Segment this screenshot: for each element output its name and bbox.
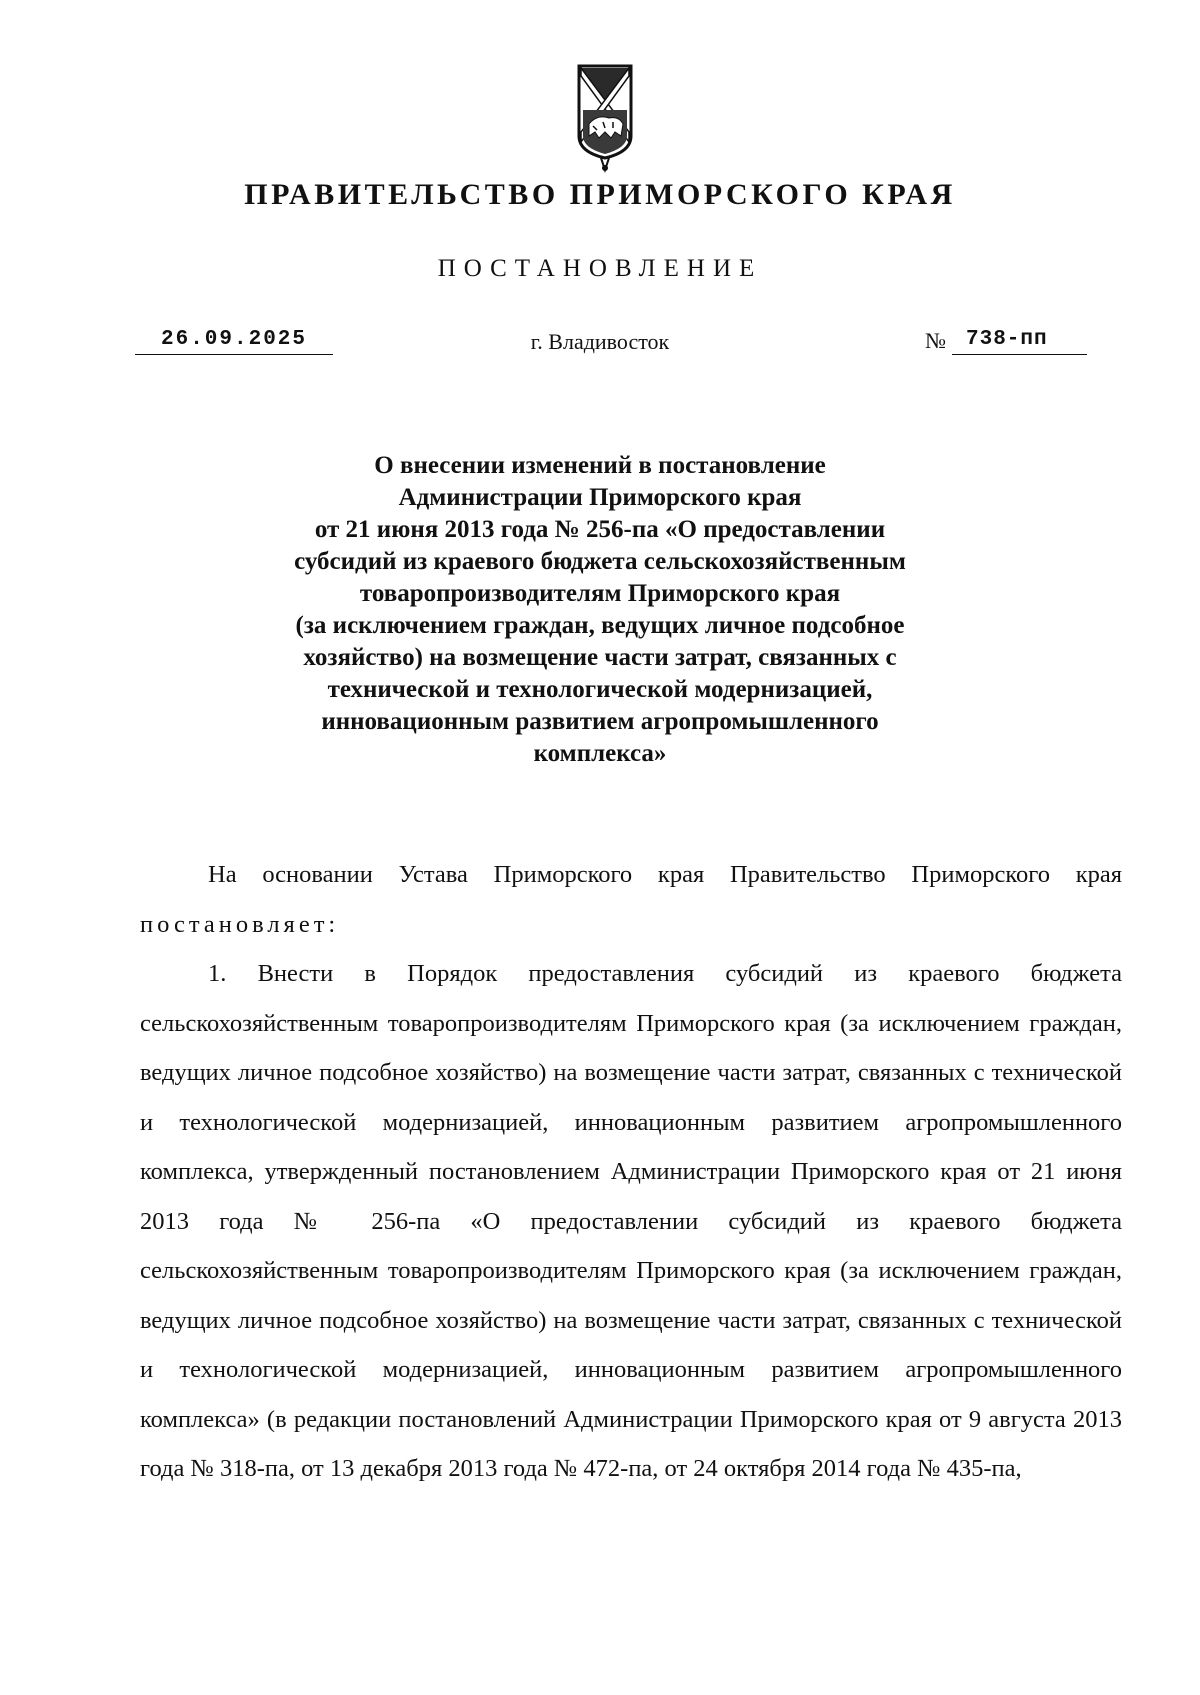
heading-line: (за исключением граждан, ведущих личное подсобное [295,612,905,639]
heading-line: инновационным развитием агропромышленного [321,708,879,735]
item-1-paragraph: 1. Внести в Порядок предоставления субсидий из краевого бюджета сельскохозяйственным товаропроизводителям Приморского края (за исключением граждан, ведущих личное подсобное хозяйство) на возмещение части затрат, связанных с технической и технологической модернизацией, инновационным развитием агропромышленного комплекса, утвержденный постановлением Администрации Приморского края от 21 июня 2013 года № 256-па «О предоставлении субсидий из краевого бюджета сельскохозяйственным товаропроизводителям Приморского края (за исключением граждан, ведущих личное подсобное хозяйство) на возмещение части затрат, связанных с технической и технологической модернизацией, инновационным развитием агропромышленного комплекса» (в редакции постановлений Администрации Приморского края от 9 августа 2013 года № 318-па, от 13 декабря 2013 года № 472-па, от 24 октября 2014 года № 435-па, [140,960,1122,1482]
heading-line: товаропроизводителям Приморского края [359,580,841,607]
heading-line: комплекса» [533,740,667,767]
heading-line: О внесении изменений в постановление [374,452,826,479]
coat-of-arms-icon [575,62,635,174]
heading-line: технической и технологической модернизацией, [327,676,873,703]
heading-line: хозяйство) на возмещение части затрат, связанных с [303,644,897,671]
document-date: 26.09.2025 [135,326,333,355]
heading-line: субсидий из краевого бюджета сельскохозяйственным [294,548,906,575]
government-title: ПРАВИТЕЛЬСТВО ПРИМОРСКОГО КРАЯ [244,178,956,211]
document-heading [0,450,1200,770]
document-city: г. Владивосток [530,329,670,354]
heading-line: Администрации Приморского края [398,484,802,511]
document-number: 738-пп [952,326,1087,355]
preamble-verb: постановляет: [140,910,340,938]
document-body [140,850,1122,1494]
preamble-paragraph [140,850,1122,949]
heading-line: от 21 июня 2013 года № 256-па «О предоставлении [314,516,886,543]
number-sign: № [925,328,946,353]
document-type: ПОСТАНОВЛЕНИЕ [437,255,763,282]
document-number-block [925,326,1087,355]
preamble-text: На основании Устава Приморского края Правительство Приморского края [208,861,1122,888]
